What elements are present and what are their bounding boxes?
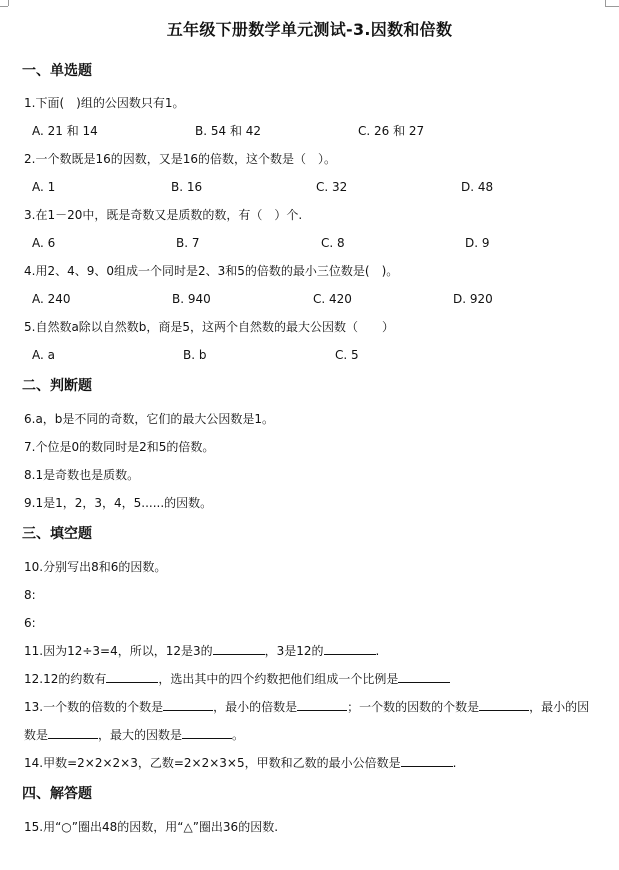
question-13-part-4: ，最小的因 — [529, 700, 590, 714]
question-12 — [24, 671, 450, 687]
question-3-option-b: B. 7 — [176, 236, 200, 250]
question-5-option-b: B. b — [183, 348, 207, 362]
question-11 — [24, 643, 379, 659]
question-11-part-3: . — [375, 644, 380, 658]
question-13-line-2 — [24, 727, 244, 743]
section-heading-single-choice: 一、单选题 — [22, 63, 92, 79]
question-11-part-2: ，3是12的 — [264, 644, 324, 658]
question-6: 6.a，b是不同的奇数，它们的最大公因数是1。 — [24, 412, 275, 426]
question-3-option-d: D. 9 — [465, 236, 490, 250]
section-heading-true-false: 二、判断题 — [22, 378, 92, 394]
question-4-option-b: B. 940 — [172, 292, 211, 306]
question-3-stem: 3.在1－20中，既是奇数又是质数的数，有（ ）个. — [24, 208, 303, 222]
question-13-part-7: 。 — [232, 728, 245, 742]
question-3-option-c: C. 8 — [321, 236, 345, 250]
question-13-part-3: ；一个数的因数的个数是 — [347, 700, 480, 714]
question-5-option-a: A. a — [32, 348, 55, 362]
margin-mark-left — [8, 0, 9, 6]
question-9: 9.1是1，2，3，4，5......的因数。 — [24, 496, 213, 510]
answer-blank[interactable] — [398, 682, 450, 683]
question-2-stem: 2.一个数既是16的因数，又是16的倍数，这个数是（ ）。 — [24, 152, 336, 166]
question-10-line-6: 6: — [24, 616, 36, 630]
question-2-option-d: D. 48 — [461, 180, 494, 194]
question-2-option-c: C. 32 — [316, 180, 348, 194]
question-2-option-b: B. 16 — [171, 180, 203, 194]
question-13-part-1: 13.一个数的倍数的个数是 — [24, 700, 164, 714]
question-10-stem: 10.分别写出8和6的因数。 — [24, 560, 167, 574]
question-1-option-c: C. 26 和 27 — [358, 124, 425, 138]
question-14-part-2: . — [452, 756, 457, 770]
document-title: 五年级下册数学单元测试-3.因数和倍数 — [166, 20, 453, 39]
question-5-option-c: C. 5 — [335, 348, 359, 362]
question-4-stem: 4.用2、4、9、0组成一个同时是2、3和5的倍数的最小三位数是( )。 — [24, 264, 399, 278]
answer-blank[interactable] — [401, 766, 453, 767]
question-5-stem: 5.自然数a除以自然数b，商是5，这两个自然数的最大公因数（ ） — [24, 320, 395, 334]
question-3-option-a: A. 6 — [32, 236, 56, 250]
margin-mark-left-h — [0, 6, 8, 7]
answer-blank[interactable] — [213, 654, 265, 655]
question-1-stem: 1.下面( )组的公因数只有1。 — [24, 96, 185, 110]
question-15: 15.用“○”圈出48的因数，用“△”圈出36的因数. — [24, 820, 279, 834]
question-13-part-2: ，最小的倍数是 — [213, 700, 298, 714]
answer-blank[interactable] — [106, 682, 158, 683]
question-1-option-b: B. 54 和 42 — [195, 124, 262, 138]
question-12-part-2: ，选出其中的四个约数把他们组成一个比例是 — [158, 672, 399, 686]
question-13-line-1 — [24, 699, 589, 715]
answer-blank[interactable] — [182, 738, 232, 739]
question-4-option-c: C. 420 — [313, 292, 352, 306]
answer-blank[interactable] — [297, 710, 347, 711]
answer-blank[interactable] — [324, 654, 376, 655]
question-13-part-5: 数是 — [24, 728, 49, 742]
question-7: 7.个位是0的数同时是2和5的倍数。 — [24, 440, 215, 454]
answer-blank[interactable] — [163, 710, 213, 711]
question-14 — [24, 755, 456, 771]
question-2-option-a: A. 1 — [32, 180, 56, 194]
question-11-part-1: 11.因为12÷3=4，所以，12是3的 — [24, 644, 213, 658]
question-10-line-8: 8: — [24, 588, 36, 602]
question-13-part-6: ，最大的因数是 — [98, 728, 183, 742]
question-12-part-1: 12.12的约数有 — [24, 672, 107, 686]
question-4-option-d: D. 920 — [453, 292, 493, 306]
question-4-option-a: A. 240 — [32, 292, 71, 306]
question-8: 8.1是奇数也是质数。 — [24, 468, 140, 482]
section-heading-answer: 四、解答题 — [22, 786, 92, 802]
margin-mark-right-h — [605, 6, 619, 7]
answer-blank[interactable] — [48, 738, 98, 739]
question-14-part-1: 14.甲数=2×2×2×3，乙数=2×2×3×5，甲数和乙数的最小公倍数是 — [24, 756, 401, 770]
question-1-option-a: A. 21 和 14 — [32, 124, 98, 138]
answer-blank[interactable] — [479, 710, 529, 711]
section-heading-fill-in: 三、填空题 — [22, 526, 92, 542]
